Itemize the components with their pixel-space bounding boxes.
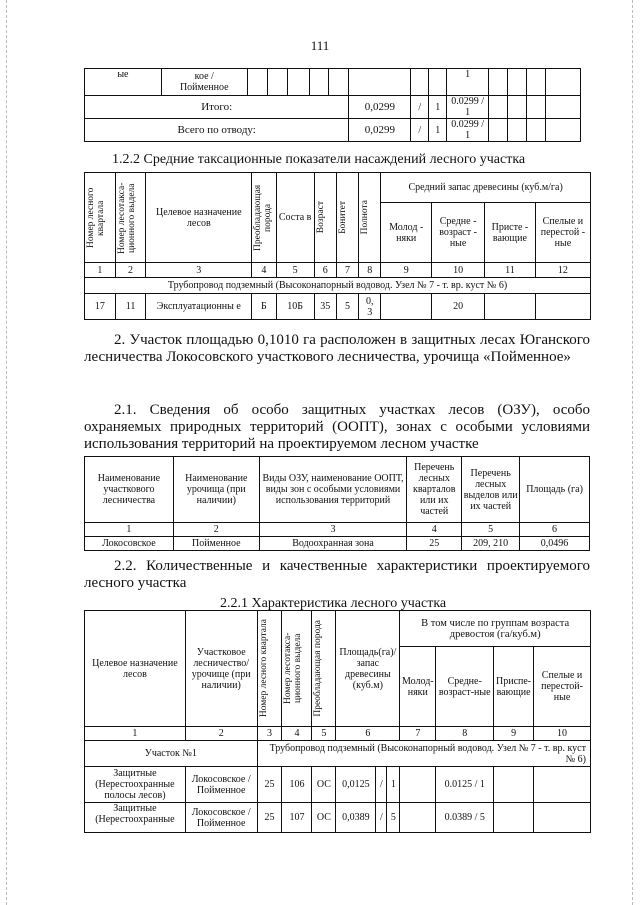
col-num: 6 (520, 523, 590, 537)
uchastok-label: Участок №1 (85, 741, 258, 767)
vsego-label: Всего по отводу: (85, 119, 349, 142)
col-num: 5 (276, 263, 314, 278)
cell: 25 (257, 803, 282, 833)
cell (485, 294, 536, 320)
header-prispe: Приспе-вающие (494, 647, 534, 727)
cell (381, 294, 432, 320)
header-sredne: Средне-возраст-ные (436, 647, 494, 727)
cell: 0, 3 (359, 294, 381, 320)
col-num: 5 (462, 523, 520, 537)
header-lesnichestvo: Участковое лесничество/ урочище (при наличии) (185, 611, 257, 727)
col-num: 4 (282, 727, 312, 741)
itogo-label: Итого: (85, 96, 349, 119)
header-ploshad: Площадь(га)/ запас древесины (куб.м) (336, 611, 400, 727)
col-num: 8 (436, 727, 494, 741)
header-spelye: Спелые и перестой - ные (535, 203, 590, 263)
col-num: 4 (252, 263, 276, 278)
cell: Б (252, 294, 276, 320)
col-num: 3 (257, 727, 282, 741)
itogo-one: 1 (429, 96, 447, 119)
header-zapas: Средний запас древесины (куб.м/га) (381, 173, 591, 203)
cell: ые (85, 69, 162, 96)
col-num: 2 (115, 263, 146, 278)
header-kvartal: Номер лесного квартала (86, 187, 106, 248)
header-prispe: Присте - вающие (485, 203, 536, 263)
header-spelye: Спелые и перестой-ные (534, 647, 591, 727)
cell (535, 294, 590, 320)
col-num: 3 (146, 263, 252, 278)
header: Наименование участкового лесничества (85, 457, 174, 523)
col-num: 12 (535, 263, 590, 278)
cell: 209, 210 (462, 537, 520, 551)
cell: Водоохранная зона (259, 537, 407, 551)
ozu-table (84, 456, 590, 551)
col-num: 1 (85, 727, 186, 741)
cell: 0,0496 (520, 537, 590, 551)
itogo-slash: / (411, 96, 429, 119)
col-num: 9 (381, 263, 432, 278)
header-sostav: Соста в (276, 173, 314, 263)
header-vydel: Номер лесотакса-ционного выдела (116, 181, 137, 254)
header-poroda: Преобладающая порода (253, 184, 274, 251)
vsego-one: 1 (429, 119, 447, 142)
cell: Пойменное (173, 537, 259, 551)
cell: Эксплуатационны е (146, 294, 252, 320)
col-num: 10 (432, 263, 485, 278)
header: Перечень лесных кварталов или их частей (407, 457, 462, 523)
object-span: Трубопровод подземный (Высоконапорный водовод. Узел № 7 - т. вр. куст № 6) (85, 278, 591, 294)
col-num: 6 (314, 263, 336, 278)
col-num: 8 (359, 263, 381, 278)
cell: 0,0389 (336, 803, 376, 833)
characteristic-table (84, 610, 591, 833)
cell: Локосовское / Пойменное (185, 767, 257, 803)
col-num: 1 (85, 523, 174, 537)
cell: Локосовское / Пойменное (185, 803, 257, 833)
scan-edge-right (632, 0, 634, 905)
col-num: 1 (85, 263, 116, 278)
header-naznachenie: Целевое назначение лесов (85, 611, 186, 727)
header-naznachenie: Целевое назначение лесов (146, 173, 252, 263)
header: Виды ОЗУ, наименование ООПТ, виды зон с особыми условиями использования территорий (259, 457, 407, 523)
cell: Защитные (Нерестоохранные полосы лесов) (85, 767, 186, 803)
cell: 25 (407, 537, 462, 551)
itogo-area: 0,0299 (349, 96, 411, 119)
header-bonitet: Бонитет (337, 201, 348, 234)
col-num: 3 (259, 523, 407, 537)
col-num: 10 (534, 727, 591, 741)
vsego-area: 0,0299 (349, 119, 411, 142)
col-num: 2 (185, 727, 257, 741)
col-num: 7 (336, 263, 358, 278)
header: Перечень лесных выделов или их частей (462, 457, 520, 523)
heading-2-2-1: 2.2.1 Характеристика лесного участка (220, 596, 447, 611)
header-poroda: Преобладающая порода (313, 620, 324, 717)
cell: Защитные (Нерестоохранные (85, 803, 186, 833)
cell: 17 (85, 294, 116, 320)
vsego-slash: / (411, 119, 429, 142)
header-vozrast: Возраст (315, 201, 326, 234)
cell: 5 (387, 803, 400, 833)
cell: 1 (447, 69, 489, 96)
header: Площадь (га) (520, 457, 590, 523)
cell: 5 (336, 294, 358, 320)
cell: 25 (257, 767, 282, 803)
cell: кое / Пойменное (161, 69, 247, 96)
header: Наименование урочища (при наличии) (173, 457, 259, 523)
cell: 11 (115, 294, 146, 320)
scan-edge-left (6, 0, 8, 905)
cell: ОС (312, 803, 336, 833)
continuation-table (84, 68, 581, 142)
cell: 0,0125 (336, 767, 376, 803)
header-polnota: Полнота (360, 200, 371, 235)
header-molod: Молод-няки (400, 647, 436, 727)
col-num: 9 (494, 727, 534, 741)
header-molod: Молод - няки (381, 203, 432, 263)
cell: 10Б (276, 294, 314, 320)
header-group: В том числе по группам возраста древостоя (га/куб.м) (400, 611, 591, 647)
col-num: 6 (336, 727, 400, 741)
header-vydel: Номер лесотакса-ционного выдела (283, 632, 304, 705)
paragraph-2-1: 2.1. Сведения об особо защитных участках лесов (ОЗУ), особо охраняемых природных территорий (ООПТ), зонах с особыми условиями использования территорий на проектируемом лесном участке (84, 402, 590, 452)
col-num: 5 (312, 727, 336, 741)
col-num: 11 (485, 263, 536, 278)
col-num: 4 (407, 523, 462, 537)
cell: ОС (312, 767, 336, 803)
cell: 0.0389 / 5 (436, 803, 494, 833)
header-sredne: Средне - возраст - ные (432, 203, 485, 263)
header-kvartal: Номер лесного квартала (258, 619, 269, 718)
cell: 0.0125 / 1 (436, 767, 494, 803)
cell: 20 (432, 294, 485, 320)
itogo-vol: 0.0299 / 1 (447, 96, 489, 119)
vsego-vol: 0.0299 / 1 (447, 119, 489, 142)
cell: / (376, 803, 387, 833)
cell: 1 (387, 767, 400, 803)
col-num: 7 (400, 727, 436, 741)
taxation-table (84, 172, 591, 320)
paragraph-2-2: 2.2. Количественные и качественные характеристики проектируемого лесного участка (84, 558, 590, 591)
col-num: 2 (173, 523, 259, 537)
object-span: Трубопровод подземный (Высоконапорный водовод. Узел № 7 - т. вр. куст № 6) (257, 741, 590, 767)
cell: 106 (282, 767, 312, 803)
cell: / (376, 767, 387, 803)
page-number: 111 (310, 38, 330, 53)
cell: 107 (282, 803, 312, 833)
cell: Локосовское (85, 537, 174, 551)
heading-1-2-2: 1.2.2 Средние таксационные показатели насаждений лесного участка (112, 152, 526, 167)
cell: 35 (314, 294, 336, 320)
paragraph-2: 2. Участок площадью 0,1010 га расположен в защитных лесах Юганского лесничества Локосовского участкового лесничества, урочища «Пойменное» (84, 332, 590, 365)
